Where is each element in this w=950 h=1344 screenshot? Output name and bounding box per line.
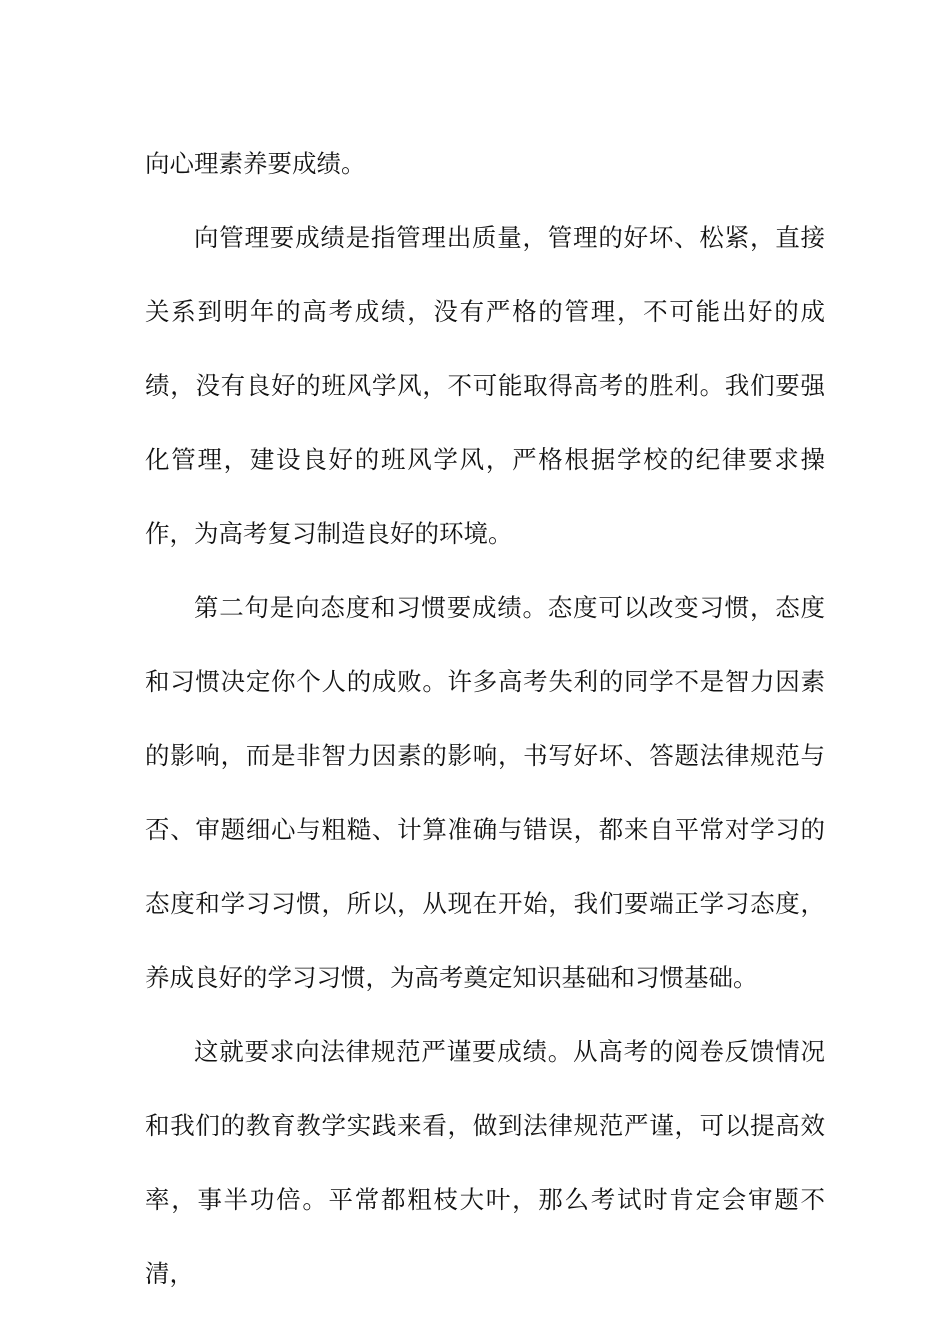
document-body	[145, 127, 825, 1311]
paragraph-line: 没有良好的班风学风，不可能取得高考的胜利。我们要强化管	[145, 371, 826, 474]
paragraph-3	[145, 571, 825, 1015]
paragraph-line: 和习惯决定你个人的成败。许多高考失利的同学不是智力因素	[145, 667, 825, 696]
paragraph-line: 这就要求向法律规范严谨要成绩。从高考的阅卷反馈情况	[194, 1037, 825, 1066]
paragraph-line: 第二句是向态度和习惯要成绩。态度可以改变习惯，态度	[194, 593, 825, 622]
paragraph-line: 和我们的教育教学实践来看，做到法律规范严谨，可以提高效	[145, 1111, 825, 1140]
paragraph-line: 向管理要成绩是指管理出质量，管理的好坏、松紧，直接	[194, 223, 825, 252]
paragraph-line: 的影响，而是非智力因素的影响，书写好坏、答题法律规范与	[145, 741, 825, 770]
paragraph-line: 关系到明年的高考成绩，没有严格的管理，不可能出好的成绩，	[145, 297, 825, 400]
paragraph-line: 否、审题细心与粗糙、计算准确与错误，都来自平常对学习的	[145, 815, 825, 844]
paragraph-line: 高考复习制造良好的环境。	[218, 519, 513, 548]
paragraph-line: 理，建设良好的班风学风，严格根据学校的纪律要求操作，为	[145, 445, 826, 548]
paragraph-1	[145, 127, 825, 201]
paragraph-line: 养成良好的学习习惯，为高考奠定知识基础和习惯基础。	[145, 963, 758, 992]
paragraph-4	[145, 1015, 825, 1311]
paragraph-line: 率，事半功倍。平常都粗枝大叶，那么考试时肯定会审题不清，	[145, 1185, 825, 1288]
paragraph-line: 向心理素养要成绩。	[145, 149, 366, 178]
paragraph-line: 态度和学习习惯，所以，从现在开始，我们要端正学习态度，	[145, 889, 825, 918]
paragraph-2	[145, 201, 825, 571]
